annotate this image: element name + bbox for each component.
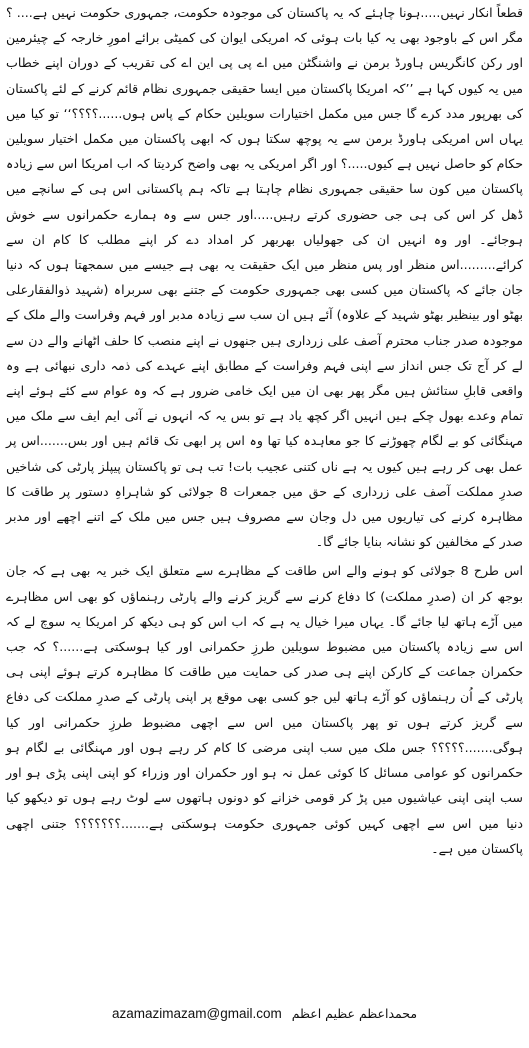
author-email: azamazimazam@gmail.com (111, 1006, 282, 1021)
author-signature (0, 1006, 529, 1021)
author-name: محمداعظم عظیم اعظم (291, 1006, 418, 1021)
article-paragraph-1: قطعاً انکار نہیں.....ہونا چاہئے کہ یہ پاکستان کی موجودہ حکومت، جمہوری حکومت نہیں ہے.... ؟ مگر اس کے باوجود بھی یہ کیا بات ہوئی کہ امریکی ایوان کی کمیٹی برائے امورِ خارجہ کے چیئرمین اور رکن کانگریس ہاورڈ برمن نے واشنگٹن میں اے پی پی این اے کی تقریب کے دوران اپنے خطاب میں یہ کیوں کہا ہے ’’کہ امریکا پاکستان میں ایسا حقیقی جمہوری نظام قائم کرنے کے لئے پاکستان کی بھرپور مدد کرے گا جس میں مکمل اختیارات سویلین حکام کے پاس ہوں......؟؟؟؟‘‘ تو کیا میں یہاں اس امریکی ہاورڈ برمن سے یہ پوچھ سکتا ہوں کہ ابھی پاکستان میں مکمل اختیار سویلین حکام کو حاصل نہیں ہے کیوں.....؟ اور اگر امریکی یہ بھی واضح کردیتا کہ اب امریکا اس سے زیادہ پاکستان میں کون سا حقیقی جمہوری نظام چاہتا ہے تاکہ ہم پاکستانی اس ہی کے سانچے میں ڈھل کر اس کی ہی جی حضوری کرتے رہیں.....اور جس سے وہ ہمارے حکمرانوں سے خوش ہوجائے۔ اور وہ انہیں ان کی جھولیاں بھربھر کر امداد دے کر اپنے مطلب کا کام ان سے کرائے.........اس منظر اور پس منظر میں ایک حقیقت یہ بھی ہے جیسے میں سمجھتا ہوں کہ دنیا جان جائے کہ پاکستان میں کسی بھی جمہوری حکومت کے جتنے بھی سربراہ (شہید ذوالفقارعلی بھٹو اور بینظیر بھٹو شہید کے علاوہ) آئے ہیں ان سب سے زیادہ مدبر اور فہم وفراست والے ملک کے موجودہ صدر جناب محترم آصف علی زرداری ہیں جنھوں نے اپنے منصب کا حلف اٹھانے والے دن سے لے کر آج تک جس انداز سے اپنی فہم وفراست کے مطابق اپنے عہدے کی ذمہ داری نبھائی ہے وہ واقعی قابلِ ستائش ہیں مگر پھر بھی ان میں ایک خامی ضرور ہے کہ وہ عوام سے کئے ہوئے اپنے تمام وعدے بھول چکے ہیں انہیں اگر کچھ یاد ہے تو بس یہ کہ انہوں نے آئی ایم ایف سے ملک میں مہنگائی کو بے لگام چھوڑنے کا جو معاہدہ کیا تھا وہ اس پر ابھی تک قائم ہیں اور بس.......اس پر عمل بھی کر رہے ہیں کیوں یہ ہے ناں کتنی عجیب بات! تب ہی تو پاکستان پیپلز پارٹی کی شاخیں صدرِ مملکت آصف علی زرداری کے حق میں جمعرات 8 جولائی کو شاہراہِ دستور پر طاقت کا مظاہرہ کرنے کی تیاریوں میں دل وجان سے مصروف ہیں جس میں ملک کے اتنے اچھے اور مدبر صدر کے مخالفین کو نشانہ بنایا جائے گا۔ (6, 5, 523, 550)
article-body (6, 0, 523, 861)
article-paragraph-2: اس طرح 8 جولائی کو ہونے والے اس طاقت کے مظاہرے سے متعلق ایک خبر یہ بھی ہے کہ جان بوجھ کر ان (صدرِ مملکت) کا دفاع کرنے سے گریز کرنے والے پارٹی رہنماؤں کو بھی اس مظاہرے میں آڑے ہاتھ لیا جائے گا۔ یہاں میرا خیال یہ ہے کہ اب اس کو ہی دیکھ کر امریکا یہ سوچ لے کہ اس سے زیادہ پاکستان میں مضبوط سویلین طرزِ حکمرانی اور کیا ہوسکتی ہے......؟ کہ جب حکمران جماعت کے کارکن اپنے ہی صدر کی حمایت میں طاقت کا مظاہرہ کرتے ہوئے اپنی ہی پارٹی کے اُن رہنماؤں کو آڑے ہاتھ لیں جو کسی بھی موقع پر اپنی پارٹی کے صدرِ مملکت کی دفاع سے گریز کرتے ہوں تو پھر پاکستان میں اس سے اچھی مضبوط طرزِ حکمرانی اور کیا ہوگی.......؟؟؟؟؟ جس ملک میں سب اپنی مرضی کا کام کر رہے ہوں اور مہنگائی بے لگام ہو حکمرانوں کو عوامی مسائل کا کوئی عمل نہ ہو اور حکمران اور وزراء کو اپنی اپنی پڑی ہو اور سب اپنی اپنی عیاشیوں میں پڑ کر قومی خزانے کو دونوں ہاتھوں سے لوٹ رہے ہوں تو دیکھو کیا دنیا میں اس سے اچھی کہیں کوئی جمہوری حکومت ہوسکتی ہے.......؟؟؟؟؟؟؟ جتنی اچھی پاکستان میں ہے۔ (6, 563, 523, 856)
